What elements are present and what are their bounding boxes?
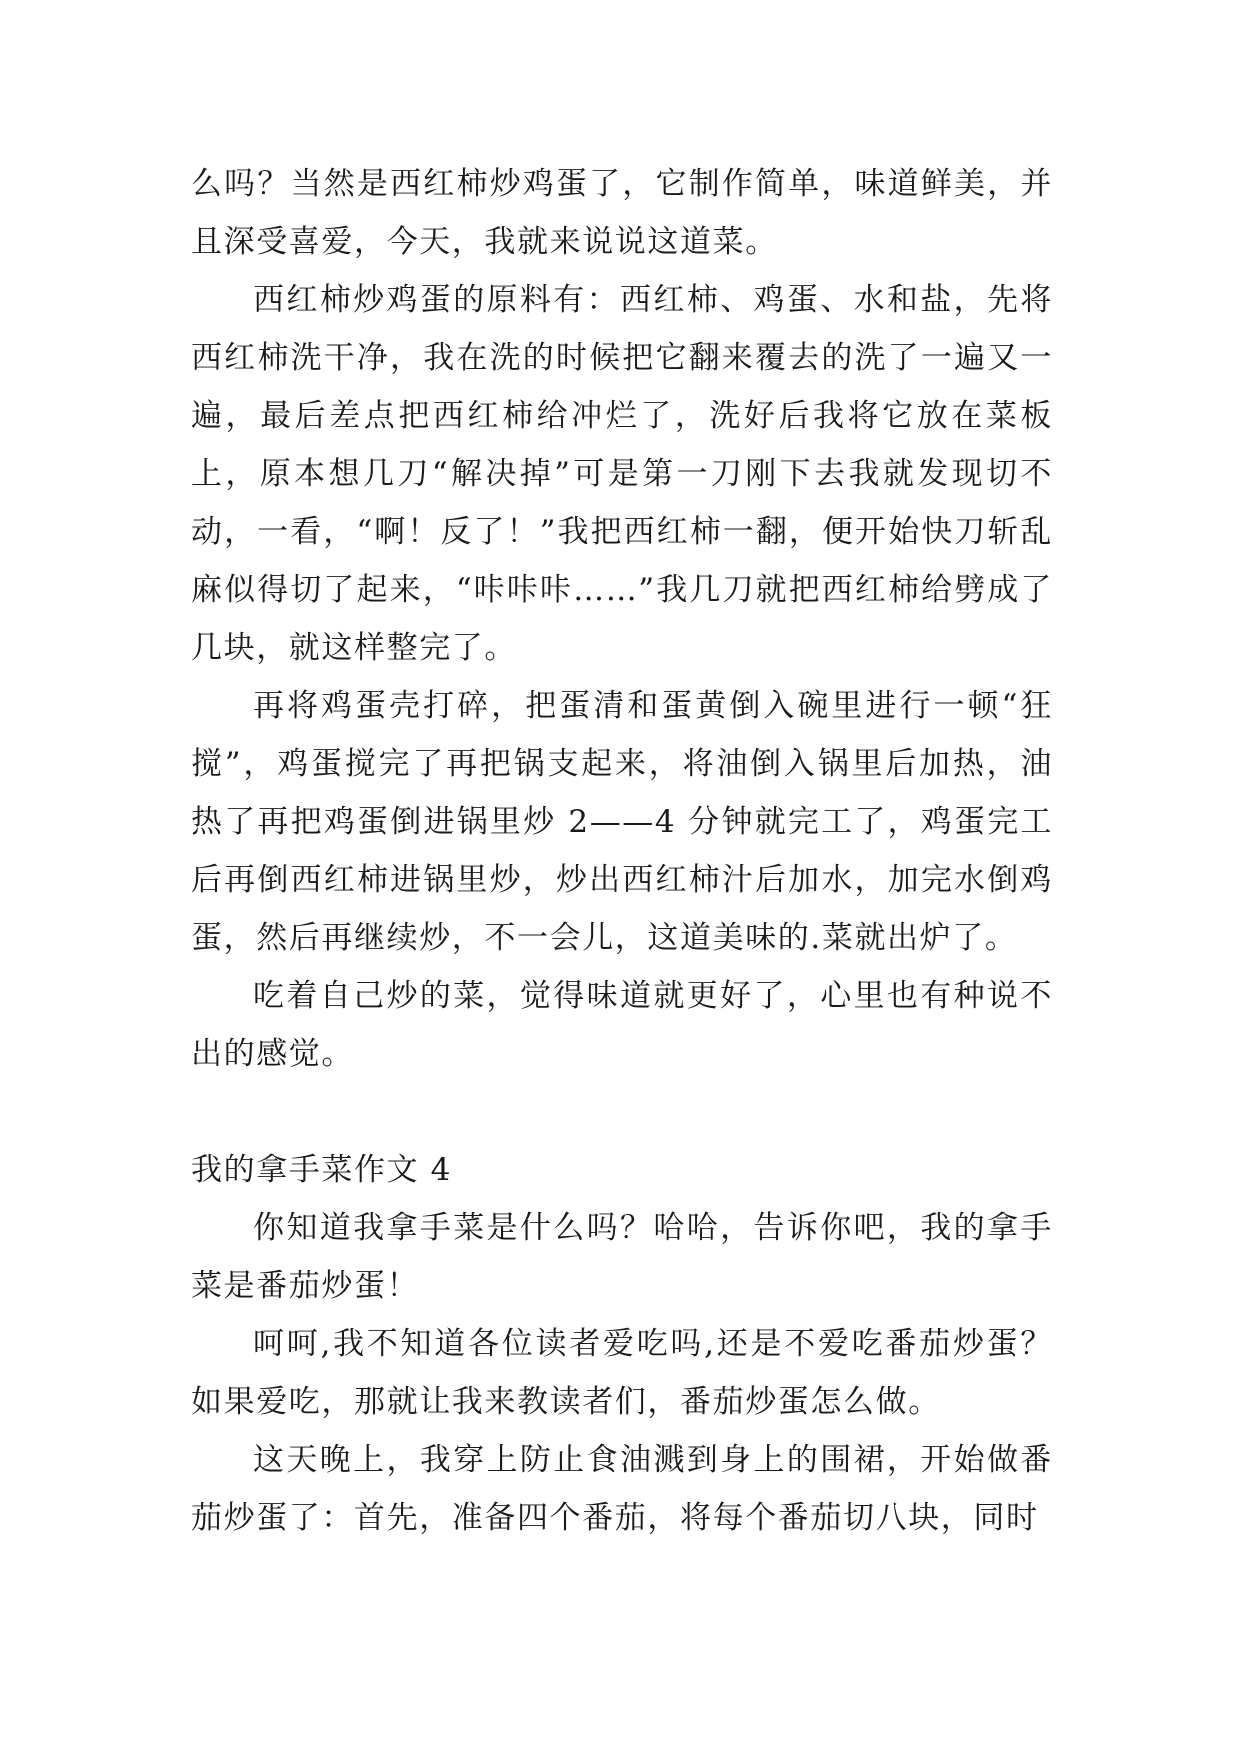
section-title: 我的拿手菜作文 4 [191,1152,452,1188]
paragraph-question: 呵呵,我不知道各位读者爱吃吗,还是不爱吃番茄炒蛋？如果爱吃，那就让我来教读者们，番茄炒蛋怎么做。 [191,1326,1053,1420]
paragraph-intro: 你知道我拿手菜是什么吗？哈哈，告诉你吧，我的拿手菜是番茄炒蛋！ [191,1210,1053,1304]
document-body [191,155,1053,1547]
paragraph-cooking: 再将鸡蛋壳打碎，把蛋清和蛋黄倒入碗里进行一顿“狂搅”，鸡蛋搅完了再把锅支起来，将油倒入锅里后加热，油热了再把鸡蛋倒进锅里炒 2——4 分钟就完工了，鸡蛋完工后再倒西红柿进锅里炒，炒出西红柿汁后加水，加完水倒鸡蛋，然后再继续炒，不一会儿，这道美味的.菜就出炉了。 [191,688,1053,956]
paragraph-conclusion: 吃着自己炒的菜，觉得味道就更好了，心里也有种说不出的感觉。 [191,978,1053,1072]
section-spacer [191,1083,1053,1141]
paragraph-continued: 么吗？当然是西红柿炒鸡蛋了，它制作简单，味道鲜美，并且深受喜爱，今天，我就来说说这道菜。 [191,166,1053,260]
paragraph-ingredients: 西红柿炒鸡蛋的原料有：西红柿、鸡蛋、水和盐，先将西红柿洗干净，我在洗的时候把它翻来覆去的洗了一遍又一遍，最后差点把西红柿给冲烂了，洗好后我将它放在菜板上，原本想几刀“解决掉”可是第一刀刚下去我就发现切不动，一看，“啊！反了！”我把西红柿一翻，便开始快刀斩乱麻似得切了起来，“咔咔咔……”我几刀就把西红柿给劈成了几块，就这样整完了。 [191,282,1053,666]
paragraph-preparation: 这天晚上，我穿上防止食油溅到身上的围裙，开始做番茄炒蛋了：首先，准备四个番茄，将每个番茄切八块，同时 [191,1442,1053,1536]
